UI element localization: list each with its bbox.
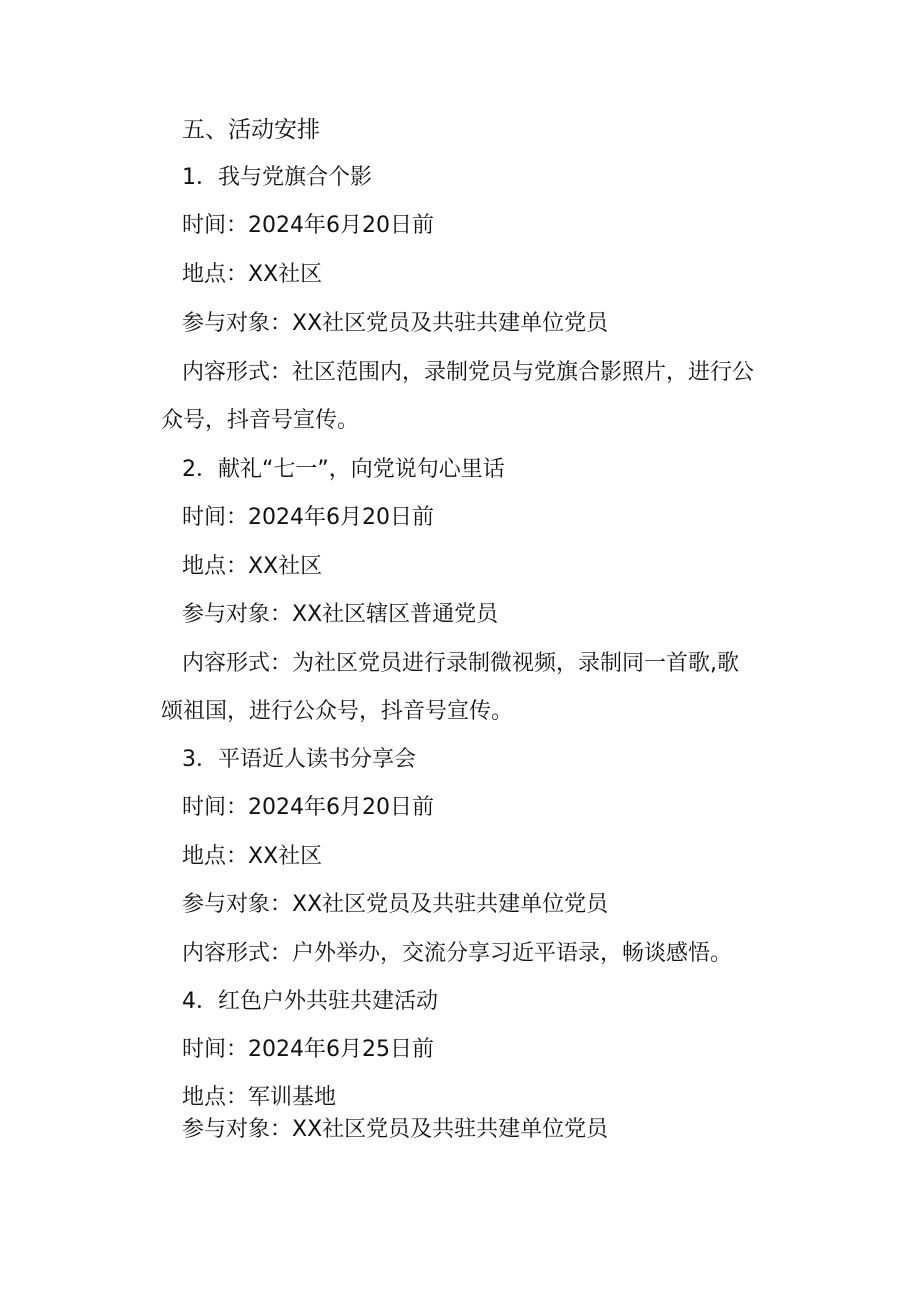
activity-3-participants: 参与对象：XX社区党员及共驻共建单位党员 [182, 892, 609, 917]
activity-3-content: 内容形式：户外举办，交流分享习近平语录，畅谈感悟。 [182, 941, 733, 966]
activity-1-place: 地点：XX社区 [182, 262, 323, 287]
activity-4-time: 时间：2024年6月25日前 [182, 1037, 434, 1062]
section-title: 五、活动安排 [182, 117, 320, 143]
activity-3-title: 3．平语近人读书分享会 [182, 747, 416, 772]
activity-4-title: 4．红色户外共驻共建活动 [182, 989, 438, 1014]
activity-2-title: 2．献礼“七一”，向党说句心里话 [182, 457, 505, 482]
activity-3-time: 时间：2024年6月20日前 [182, 795, 434, 820]
activity-1-time: 时间：2024年6月20日前 [182, 213, 434, 238]
activity-3-place: 地点：XX社区 [182, 844, 323, 869]
activity-4-participants: 参与对象：XX社区党员及共驻共建单位党员 [182, 1117, 609, 1142]
activity-2-participants: 参与对象：XX社区辖区普通党员 [182, 602, 499, 627]
activity-2-content-line1: 内容形式：为社区党员进行录制微视频，录制同一首歌,歌 [182, 651, 739, 676]
activity-2-time: 时间：2024年6月20日前 [182, 505, 434, 530]
activity-4-place: 地点：军训基地 [182, 1085, 337, 1110]
activity-2-place: 地点：XX社区 [182, 554, 323, 579]
activity-1-content-line1: 内容形式：社区范围内，录制党员与党旗合影照片，进行公 [182, 360, 755, 385]
activity-1-participants: 参与对象：XX社区党员及共驻共建单位党员 [182, 311, 609, 336]
activity-1-title: 1．我与党旗合个影 [182, 165, 372, 190]
activity-1-content-line2: 众号，抖音号宣传。 [161, 408, 360, 433]
activity-2-content-line2: 颂祖国，进行公众号，抖音号宣传。 [161, 699, 514, 724]
